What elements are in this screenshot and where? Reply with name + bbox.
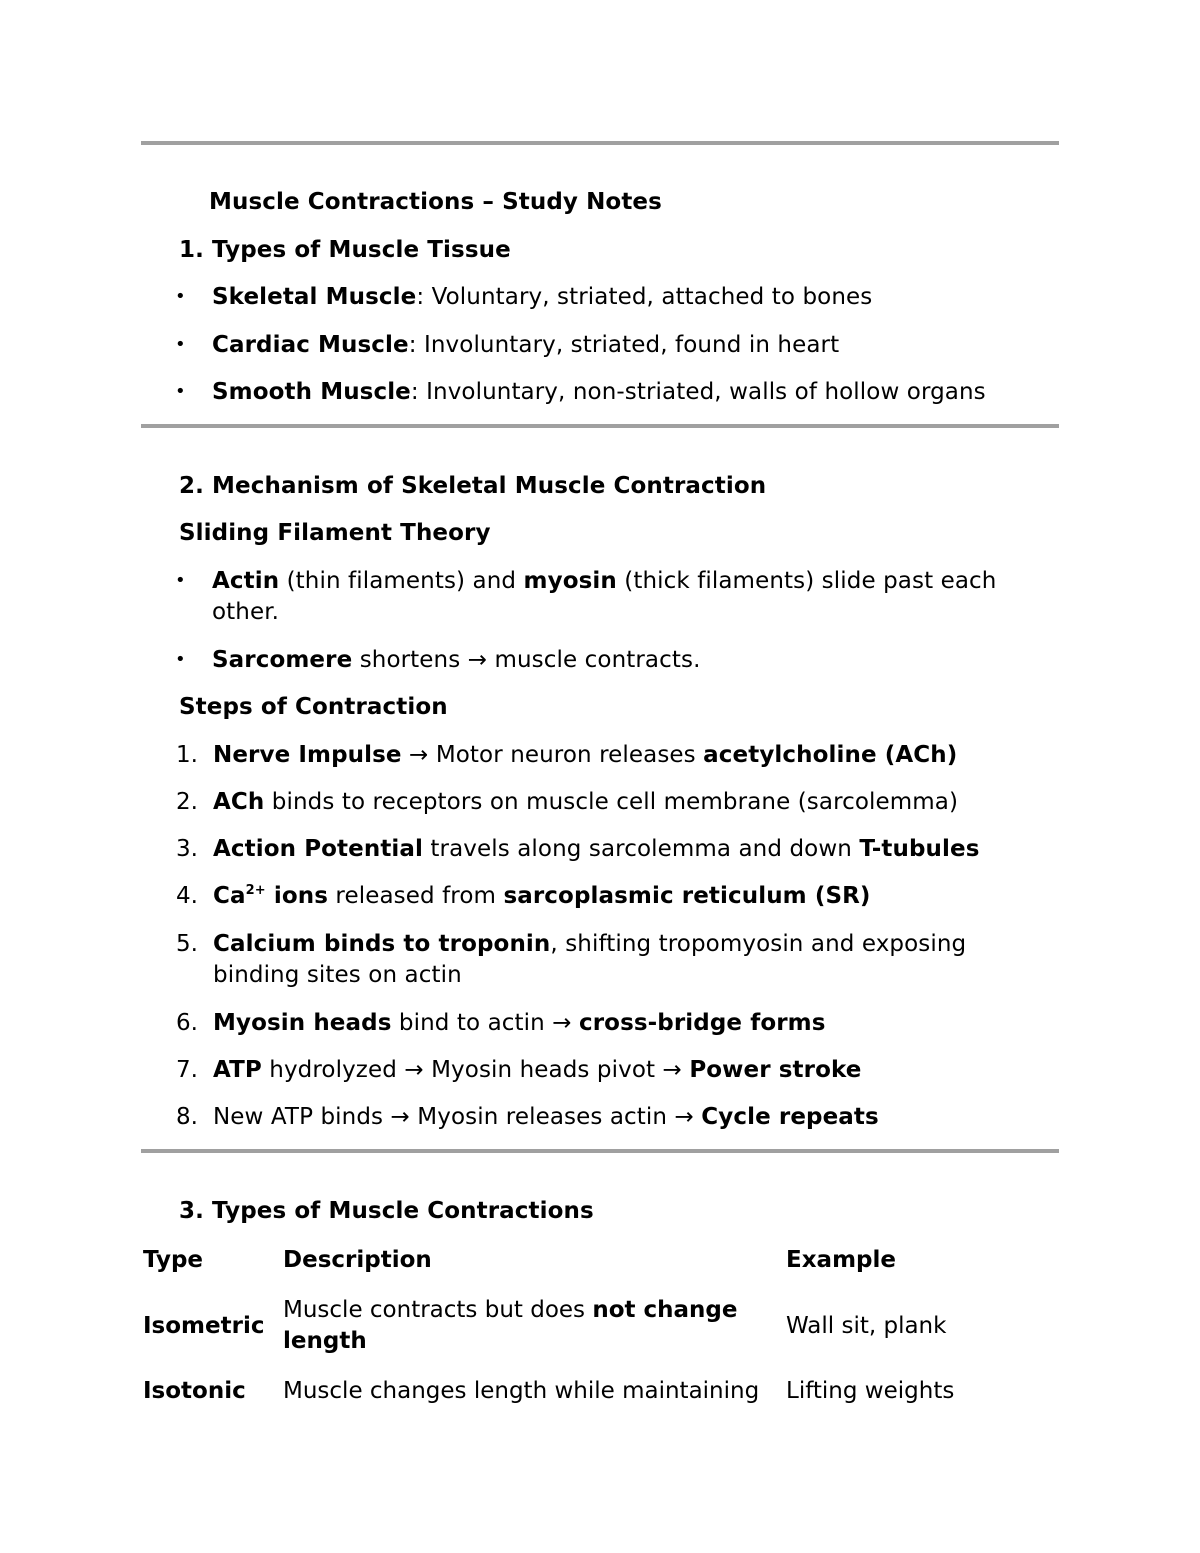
step-number: 1. bbox=[176, 742, 198, 768]
table-cell-description: Muscle changes length while maintaining bbox=[283, 1378, 760, 1404]
step-item: Myosin heads bind to actin → cross-bridge forms bbox=[213, 1010, 826, 1036]
bullet-icon: • bbox=[175, 649, 186, 670]
step-number: 8. bbox=[176, 1104, 198, 1130]
subheading-steps: Steps of Contraction bbox=[179, 694, 448, 720]
section-3-heading: 3. Types of Muscle Contractions bbox=[179, 1198, 594, 1224]
bullet-icon: • bbox=[175, 334, 186, 355]
table-header-example: Example bbox=[786, 1247, 896, 1273]
step-item: ACh binds to receptors on muscle cell membrane (sarcolemma) bbox=[213, 789, 959, 815]
bullet-icon: • bbox=[175, 570, 186, 591]
divider bbox=[141, 1149, 1059, 1153]
table-cell-type: Isotonic bbox=[143, 1378, 246, 1404]
table-header-type: Type bbox=[143, 1247, 204, 1273]
table-cell-type: Isometric bbox=[143, 1313, 265, 1339]
step-item: Calcium binds to troponin, shifting tropomyosin and exposing bbox=[213, 931, 967, 957]
list-item: Smooth Muscle: Involuntary, non-striated, walls of hollow organs bbox=[212, 379, 986, 405]
table-header-description: Description bbox=[283, 1247, 432, 1273]
step-number: 2. bbox=[176, 789, 198, 815]
step-item: $Ca^{2+}$ ions released from sarcoplasmic reticulum (SR) bbox=[213, 883, 871, 909]
step-number: 7. bbox=[176, 1057, 198, 1083]
list-item: Sarcomere shortens → muscle contracts. bbox=[212, 647, 701, 673]
step-item: ATP hydrolyzed → Myosin heads pivot → Power stroke bbox=[213, 1057, 862, 1083]
step-number: 3. bbox=[176, 836, 198, 862]
list-item: Cardiac Muscle: Involuntary, striated, found in heart bbox=[212, 332, 840, 358]
table-cell-example: Lifting weights bbox=[786, 1378, 955, 1404]
bullet-icon: • bbox=[175, 381, 186, 402]
step-item: New ATP binds → Myosin releases actin → Cycle repeats bbox=[213, 1104, 879, 1130]
table-cell-description-continuation: length bbox=[283, 1328, 367, 1354]
subheading-sliding-filament: Sliding Filament Theory bbox=[179, 520, 491, 546]
bullet-icon: • bbox=[175, 286, 186, 307]
step-item: Nerve Impulse → Motor neuron releases acetylcholine (ACh) bbox=[213, 742, 958, 768]
section-2-heading: 2. Mechanism of Skeletal Muscle Contraction bbox=[179, 473, 767, 499]
list-item: Actin (thin filaments) and myosin (thick filaments) slide past each bbox=[212, 568, 997, 594]
step-number: 6. bbox=[176, 1010, 198, 1036]
step-item-continuation: binding sites on actin bbox=[213, 962, 462, 988]
step-number: 4. bbox=[176, 883, 198, 909]
step-item: Action Potential travels along sarcolemma and down T-tubules bbox=[213, 836, 980, 862]
document-title: Muscle Contractions – Study Notes bbox=[209, 189, 662, 215]
table-cell-example: Wall sit, plank bbox=[786, 1313, 947, 1339]
list-item: Skeletal Muscle: Voluntary, striated, attached to bones bbox=[212, 284, 873, 310]
list-item-continuation: other. bbox=[212, 599, 280, 625]
divider bbox=[141, 424, 1059, 428]
section-1-heading: 1. Types of Muscle Tissue bbox=[179, 237, 511, 263]
step-number: 5. bbox=[176, 931, 198, 957]
table-cell-description: Muscle contracts but does not change bbox=[283, 1297, 738, 1323]
divider bbox=[141, 141, 1059, 145]
